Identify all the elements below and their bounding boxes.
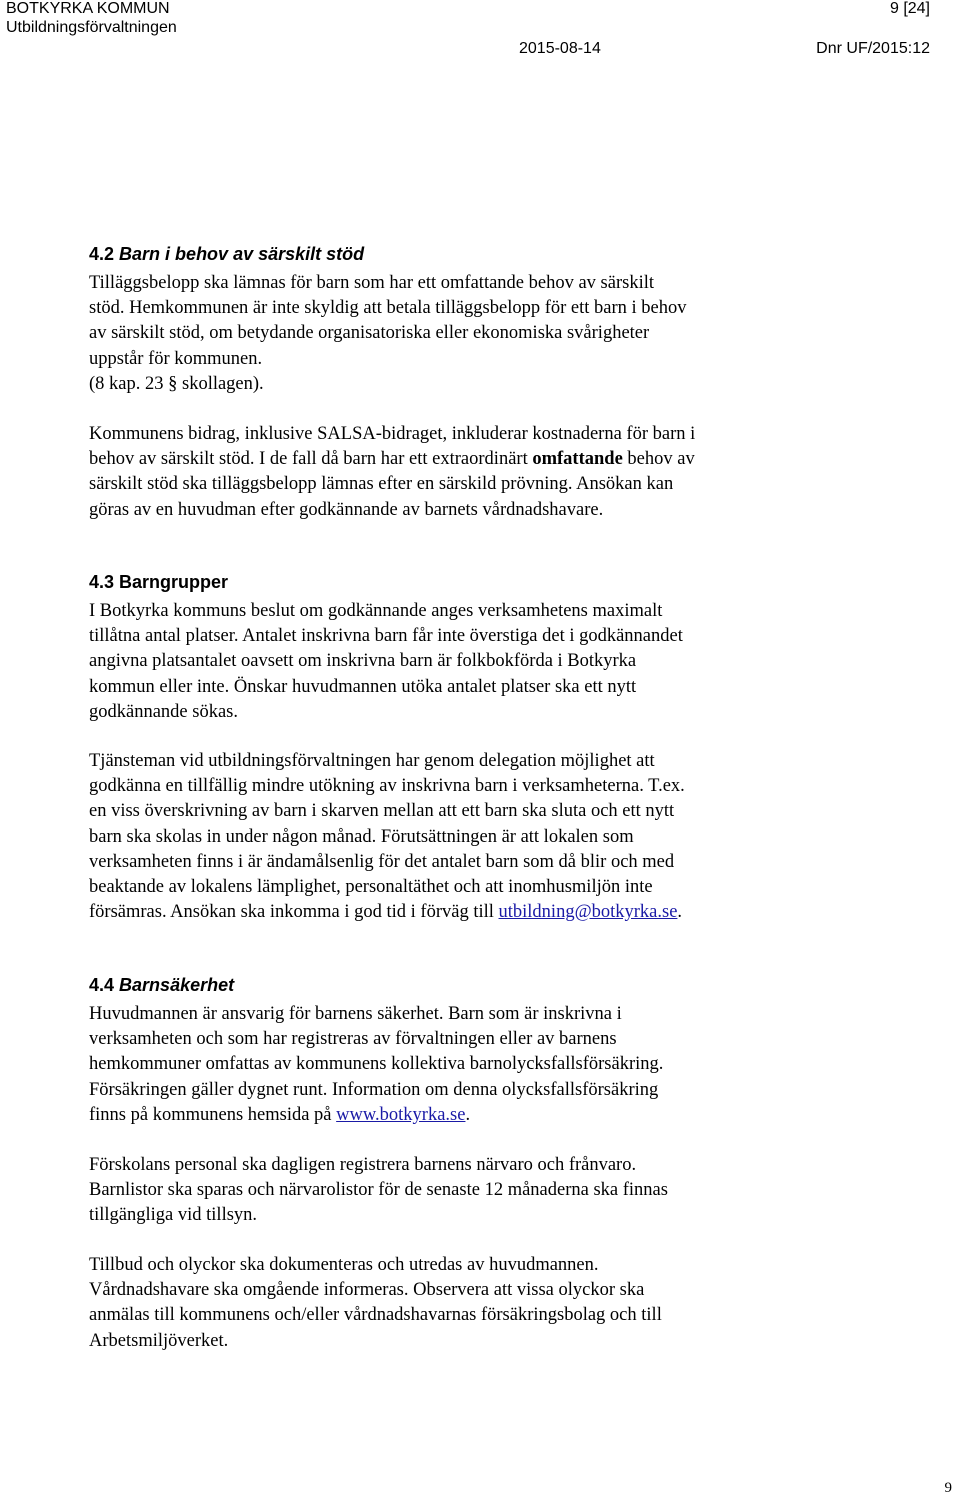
heading-number: 4.3 [89, 572, 115, 592]
heading-4-3 [89, 571, 228, 593]
document-number: Dnr UF/2015:12 [816, 40, 930, 57]
paragraph-4-4-3: Tillbud och olyckor ska dokumenteras och utredas av huvudmannen. Vårdnadshavare ska omgående informeras. Observera att vissa olyckor ska anmälas till kommunens och/eller vårdnadshavarnas försäkringsbolag och till Arbetsmiljöverket. [89, 1255, 662, 1351]
heading-4-4 [89, 974, 234, 996]
heading-number: 4.4 [89, 975, 115, 995]
paragraph-4-3-2: Tjänsteman vid utbildningsförvaltningen har genom delegation möjlighet att godkänna en tillfällig mindre utökning av inskrivna barn i verksamheterna. T.ex. en viss överskrivning av barn i skarven mellan att ett barn ska sluta och ett nytt barn ska skolas in under någon månad. Förutsättningen är att lokalen som verksamheten finns i är ändamålsenlig för det antalet barn som då blir och med beaktande av lokalens lämplighet, personaltäthet och att inomhusmiljön inte försämras. Ansökan ska inkomma i god tid i förväg till utbildning@botkyrka.se. [89, 751, 685, 923]
heading-title: Barn i behov av särskilt stöd [119, 244, 365, 264]
paragraph-4-4-2: Förskolans personal ska dagligen registrera barnens närvaro och frånvaro. Barnlistor ska sparas och närvarolistor för de senaste 12 månaderna ska finnas tillgängliga vid tillsyn. [89, 1155, 668, 1226]
website-link[interactable]: www.botkyrka.se [336, 1104, 466, 1125]
emphasis-bold: omfattande [532, 449, 623, 470]
heading-title: Barngrupper [119, 572, 229, 592]
heading-number: 4.2 [89, 244, 115, 264]
paragraph-4-2-1: Tilläggsbelopp ska lämnas för barn som har ett omfattande behov av särskilt stöd. Hemkommunen är inte skyldig att betala tilläggsbelopp för ett barn i behov av särskilt stöd, om betydande organisatoriska eller ekonomiska svårigheter uppstår för kommunen. (8 kap. 23 § skollagen). [89, 273, 687, 394]
heading-title: Barnsäkerhet [119, 975, 235, 995]
org-name: BOTKYRKA KOMMUN [6, 0, 170, 17]
paragraph-4-2-2: Kommunens bidrag, inklusive SALSA-bidraget, inkluderar kostnaderna för barn i behov av särskilt stöd. I de fall då barn har ett extraordinärt omfattande behov av särskilt stöd ska tilläggsbelopp lämnas efter en särskild prövning. Ansökan kan göras av en huvudman efter godkännande av barnets vårdnadshavare. [89, 424, 696, 520]
document-date: 2015-08-14 [519, 40, 601, 57]
paragraph-4-4-1: Huvudmannen är ansvarig för barnens säkerhet. Barn som är inskrivna i verksamheten och som har registreras av förvaltningen eller av barnens hemkommuner omfattas av kommunens kollektiva barnolycksfallsförsäkring. Försäkringen gäller dygnet runt. Information om denna olycksfallsförsäkring finns på kommunens hemsida på www.botkyrka.se. [89, 1004, 664, 1125]
page-indicator: 9 [24] [889, 0, 930, 17]
department-name: Utbildningsförvaltningen [6, 19, 177, 36]
footer-page-number: 9 [944, 1480, 952, 1496]
heading-4-2 [89, 243, 364, 265]
email-link[interactable]: utbildning@botkyrka.se [498, 902, 678, 923]
paragraph-4-3-1: I Botkyrka kommuns beslut om godkännande anges verksamhetens maximalt tillåtna antal platser. Antalet inskrivna barn får inte överstiga det i godkännandet angivna platsantalet oavsett om inskrivna barn är folkbokförda i Botkyrka kommun eller inte. Önskar huvudmannen utöka antalet platser ska ett nytt godkännande sökas. [89, 601, 683, 722]
